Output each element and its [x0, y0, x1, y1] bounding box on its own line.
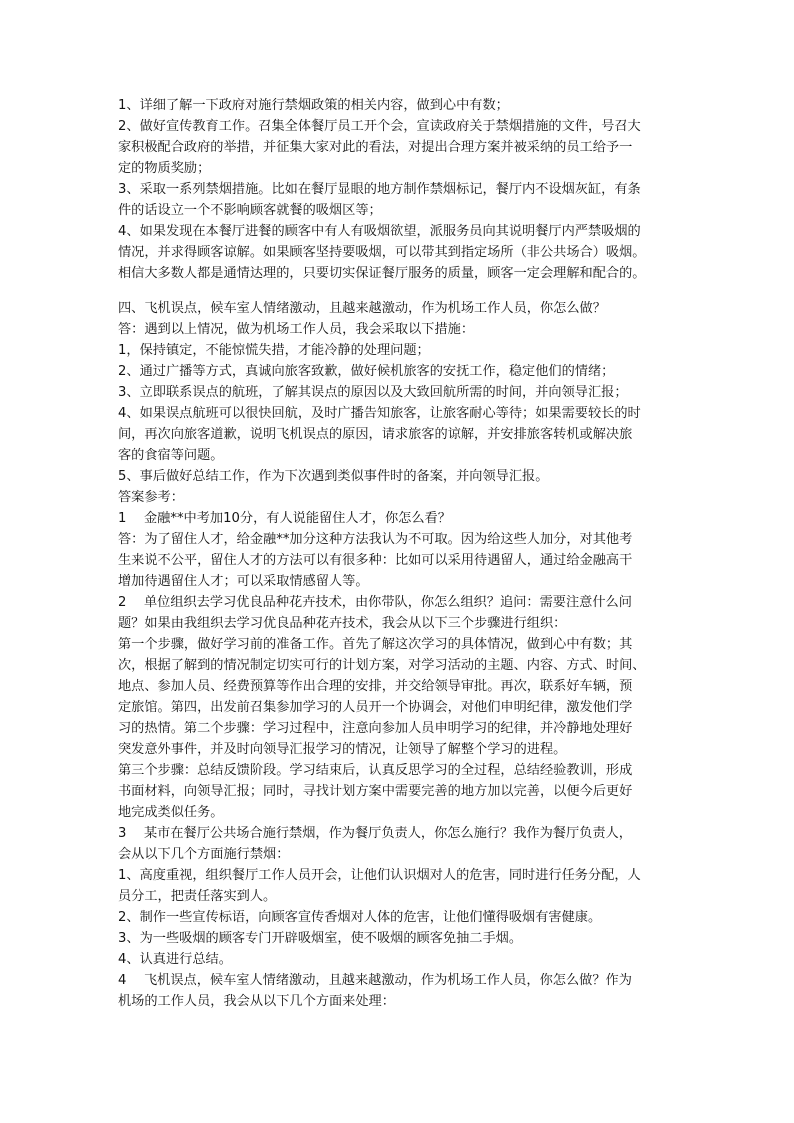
- text-line: 答：为了留住人才，给金融**加分这种方法我认为不可取。因为给这些人加分，对其他考: [118, 532, 633, 547]
- text-line: 生来说不公平，留住人才的方法可以有很多种：比如可以采用待遇留人，通过给金融高干: [118, 553, 633, 568]
- question-number: 3: [118, 826, 127, 841]
- text-line: 增加待遇留住人才；可以采取情感留人等。: [118, 574, 369, 589]
- question-text: 单位组织去学习优良品种花卉技术，由你带队，你怎么组织？追问：需要注意什么问: [144, 595, 632, 610]
- text-line: 会从以下几个方面施行禁烟：: [118, 847, 290, 862]
- text-line: 4、如果发现在本餐厅进餐的顾客中有人有吸烟欲望，派服务员向其说明餐厅内严禁吸烟的: [118, 224, 641, 239]
- text-line: 相信大多数人都是通情达理的，只要切实保证餐厅服务的质量，顾客一定会理解和配合的。: [118, 266, 646, 281]
- text-line: 书面材料，向领导汇报；同时，寻找计划方案中需要完善的地方加以完善，以便今后更好: [118, 784, 633, 799]
- text-line: 答：遇到以上情况，做为机场工作人员，我会采取以下措施：: [118, 322, 475, 337]
- answer-reference-label: 答案参考：: [118, 490, 184, 505]
- text-line: 件的话设立一个不影响顾客就餐的吸烟区等；: [118, 203, 382, 218]
- question-1: [118, 508, 680, 592]
- question-number: 1: [118, 511, 127, 526]
- text-line: 2、通过广播等方式，真诚向旅客致歉，做好候机旅客的安抚工作，稳定他们的情绪；: [118, 364, 615, 379]
- text-line: 地点、参加人员、经费预算等作出合理的安排，并交给领导审批。再次，联系好车辆，预: [118, 679, 633, 694]
- text-line: 4、如果误点航班可以很快回航，及时广播告知旅客，让旅客耐心等待；如果需要较长的时: [118, 406, 641, 421]
- question-number: 2: [118, 595, 127, 610]
- question-title: [118, 970, 680, 991]
- question-title: [118, 592, 680, 613]
- text-line: 4、认真进行总结。: [118, 952, 232, 967]
- text-line: 第一个步骤，做好学习前的准备工作。首先了解这次学习的具体情况，做到心中有数；其: [118, 637, 633, 652]
- text-line: 客的食宿等问题。: [118, 448, 224, 463]
- text-line: 定旅馆。第四，出发前召集参加学习的人员开一个协调会，对他们申明纪律，激发他们学: [118, 700, 633, 715]
- text-line: 1、高度重视，组织餐厅工作人员开会，让他们认识烟对人的危害，同时进行任务分配，人: [118, 868, 641, 883]
- text-line: 突发意外事件，并及时向领导汇报学习的情况，让领导了解整个学习的进程。: [118, 742, 567, 757]
- text-line: 2、制作一些宣传标语，向顾客宣传香烟对人体的危害，让他们懂得吸烟有害健康。: [118, 910, 602, 925]
- question-title: [118, 823, 680, 844]
- text-line: 情况，并求得顾客谅解。如果顾客坚持要吸烟，可以带其到指定场所（非公共场合）吸烟。: [118, 245, 646, 260]
- text-line: 定的物质奖励；: [118, 161, 211, 176]
- text-line: 1、详细了解一下政府对施行禁烟政策的相关内容，做到心中有数；: [118, 98, 509, 113]
- question-title: [118, 508, 680, 529]
- text-line: 5、事后做好总结工作，作为下次遇到类似事件时的备案，并向领导汇报。: [118, 469, 549, 484]
- section-heading: 四、飞机误点，候车室人情绪激动，且越来越激动，作为机场工作人员，你怎么做？: [118, 301, 606, 316]
- section-smoking-measures: [118, 95, 680, 284]
- text-line: 间，再次向旅客道歉，说明飞机误点的原因，请求旅客的谅解，并安排旅客转机或解决旅: [118, 427, 633, 442]
- text-line: 2、做好宣传教育工作。召集全体餐厅员工开个会，宣读政府关于禁烟措施的文件，号召大: [118, 119, 641, 134]
- text-line: 家积极配合政府的举措，并征集大家对此的看法，对提出合理方案并被采纳的员工给予一: [118, 140, 633, 155]
- text-line: 次，根据了解到的情况制定切实可行的计划方案，对学习活动的主题、内容、方式、时间、: [118, 658, 646, 673]
- text-line: 习的热情。第二个步骤：学习过程中，注意向参加人员申明学习的纪律，并冷静地处理好: [118, 721, 633, 736]
- section-flight-delay: [118, 298, 680, 508]
- text-line: 3、采取一系列禁烟措施。比如在餐厅显眼的地方制作禁烟标记，餐厅内不设烟灰缸，有条: [118, 182, 641, 197]
- text-line: 3、立即联系误点的航班，了解其误点的原因以及大致回航所需的时间，并向领导汇报；: [118, 385, 628, 400]
- text-line: 1，保持镇定，不能惊慌失措，才能冷静的处理问题；: [118, 343, 430, 358]
- text-line: 地完成类似任务。: [118, 805, 224, 820]
- question-text: 某市在餐厅公共场合施行禁烟，作为餐厅负责人，你怎么施行？我作为餐厅负责人，: [144, 826, 632, 841]
- question-text: 金融**中考加10分，有人说能留住人才，你怎么看？: [144, 511, 451, 526]
- text-line: 员分工，把责任落实到人。: [118, 889, 277, 904]
- document-page: [118, 95, 680, 1012]
- question-2: [118, 592, 680, 823]
- question-3: [118, 823, 680, 970]
- text-line: 题？如果由我组织去学习优良品种花卉技术，我会从以下三个步骤进行组织：: [118, 616, 567, 631]
- question-number: 4: [118, 973, 127, 988]
- text-line: 第三个步骤：总结反馈阶段。学习结束后，认真反思学习的全过程，总结经验教训，形成: [118, 763, 633, 778]
- question-4: [118, 970, 680, 1012]
- paragraph-gap: [118, 284, 680, 298]
- question-text: 飞机误点，候车室人情绪激动，且越来越激动，作为机场工作人员，你怎么做？作为: [144, 973, 632, 988]
- text-line: 3、为一些吸烟的顾客专门开辟吸烟室，使不吸烟的顾客免抽二手烟。: [118, 931, 523, 946]
- text-line: 机场的工作人员，我会从以下几个方面来处理：: [118, 994, 395, 1009]
